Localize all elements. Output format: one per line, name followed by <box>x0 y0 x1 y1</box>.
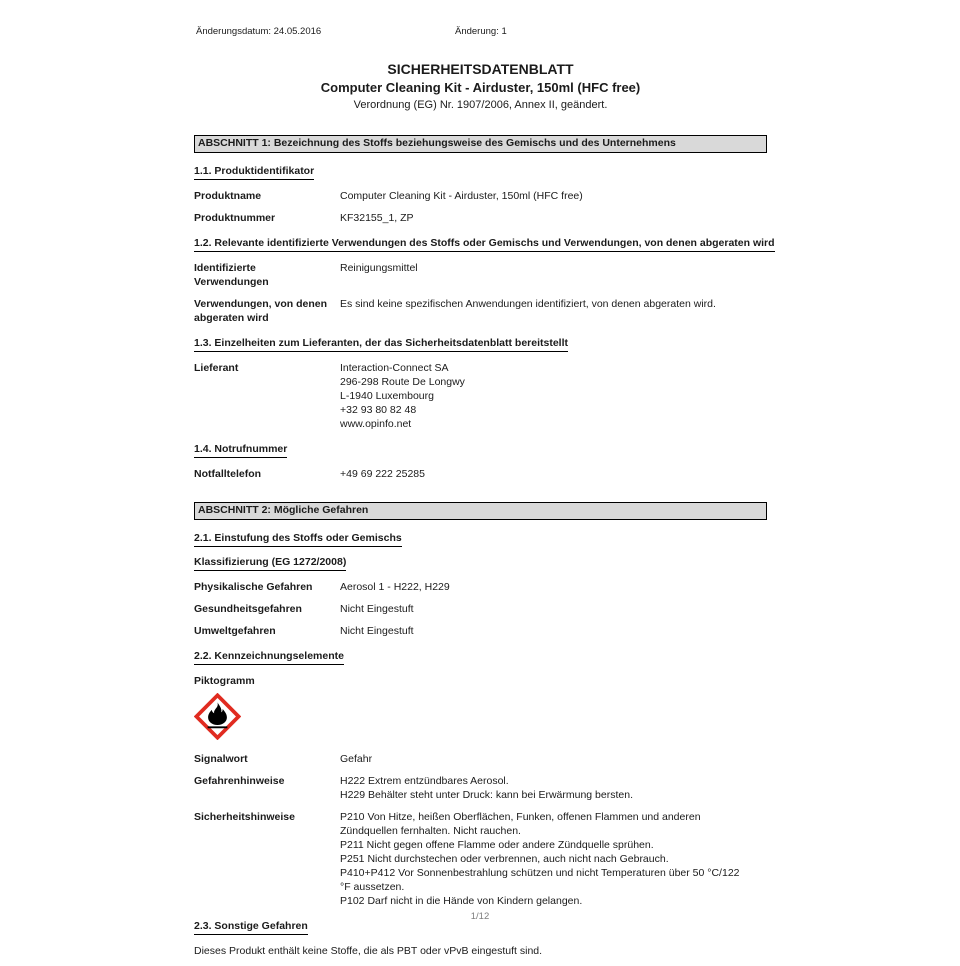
field-value: Aerosol 1 - H222, H229 <box>340 581 450 593</box>
field-value: Computer Cleaning Kit - Airduster, 150ml (HFC free) <box>340 190 583 202</box>
field-label: Identifizierte Verwendungen <box>194 262 269 288</box>
hazard-statement: H222 Extrem entzündbares Aerosol. <box>340 775 509 787</box>
hazard-statement: H229 Behälter steht unter Druck: kann bei Erwärmung bersten. <box>340 789 633 801</box>
field-row-gefahrenhinweise <box>194 774 767 802</box>
classification-heading: Klassifizierung (EG 1272/2008) <box>194 556 767 571</box>
field-row-identifizierte-verwendungen <box>194 261 767 289</box>
field-row-lieferant <box>194 361 767 431</box>
field-label: Sicherheitshinweise <box>194 811 295 823</box>
heading-1-4: 1.4. Notrufnummer <box>194 443 767 458</box>
field-label: Verwendungen, von denen abgeraten wird <box>194 298 328 324</box>
field-label: Produktname <box>194 190 262 202</box>
field-label: Umweltgefahren <box>194 625 276 637</box>
precaution-statements <box>340 810 745 908</box>
supplier-street: 296-298 Route De Longwy <box>340 376 465 388</box>
field-value: Nicht Eingestuft <box>340 625 414 637</box>
field-label: Lieferant <box>194 362 239 374</box>
field-value: +49 69 222 25285 <box>340 468 425 480</box>
field-label: Produktnummer <box>194 212 276 224</box>
field-row-gesundheitsgefahren <box>194 602 767 616</box>
field-value: Reinigungsmittel <box>340 262 418 274</box>
field-row-abgeratene-verwendungen <box>194 297 767 325</box>
supplier-address-block <box>340 361 745 431</box>
pictogram-label: Piktogramm <box>194 675 255 687</box>
field-label: Physikalische Gefahren <box>194 581 313 593</box>
product-title: Computer Cleaning Kit - Airduster, 150ml (HFC free) <box>320 80 641 95</box>
field-label: Gesundheitsgefahren <box>194 603 302 615</box>
supplier-city: L-1940 Luxembourg <box>340 390 434 402</box>
precaution-statement: P210 Von Hitze, heißen Oberflächen, Funken, offenen Flammen und anderen Zündquellen fernhalten. Nicht rauchen. <box>340 811 701 837</box>
heading-2-2: 2.2. Kennzeichnungselemente <box>194 650 767 665</box>
section2-header-bar: ABSCHNITT 2: Mögliche Gefahren <box>194 502 767 520</box>
supplier-website: www.opinfo.net <box>340 418 412 430</box>
heading-1-1: 1.1. Produktidentifikator <box>194 165 767 180</box>
heading-2-3: 2.3. Sonstige Gefahren <box>194 920 767 935</box>
field-row-signalwort <box>194 752 767 766</box>
revision-number: Änderung: 1 <box>455 26 507 37</box>
supplier-name: Interaction-Connect SA <box>340 362 449 374</box>
field-row-umweltgefahren <box>194 624 767 638</box>
precaution-statement: P102 Darf nicht in die Hände von Kindern gelangen. <box>340 895 583 907</box>
field-value: KF32155_1, ZP <box>340 212 414 224</box>
field-row-physikalische-gefahren <box>194 580 767 594</box>
title-block <box>194 60 767 114</box>
field-label: Signalwort <box>194 753 248 765</box>
regulation-line: Verordnung (EG) Nr. 1907/2006, Annex II, geändert. <box>353 99 608 111</box>
field-row-produktname <box>194 189 767 203</box>
field-value: Es sind keine spezifischen Anwendungen identifiziert, von denen abgeraten wird. <box>340 298 716 310</box>
page-number: 1/12 <box>470 911 490 922</box>
field-row-produktnummer <box>194 211 767 225</box>
change-date: Änderungsdatum: 24.05.2016 <box>196 26 322 37</box>
heading-1-2: 1.2. Relevante identifizierte Verwendungen des Stoffs oder Gemischs und Verwendungen, von denen abgeraten wird <box>194 237 767 252</box>
document-title: SICHERHEITSDATENBLATT <box>387 61 574 77</box>
heading-2-1: 2.1. Einstufung des Stoffs oder Gemischs <box>194 532 767 547</box>
field-row-sicherheitshinweise <box>194 810 767 908</box>
precaution-statement: P251 Nicht durchstechen oder verbrennen, auch nicht nach Gebrauch. <box>340 853 669 865</box>
precaution-statement: P410+P412 Vor Sonnenbestrahlung schützen und nicht Temperaturen über 50 °C/122 °F aussetzen. <box>340 867 740 893</box>
field-value: Nicht Eingestuft <box>340 603 414 615</box>
field-row-notfalltelefon <box>194 467 767 481</box>
precaution-statement: P211 Nicht gegen offene Flamme oder andere Zündquelle sprühen. <box>340 839 654 851</box>
field-label: Gefahrenhinweise <box>194 775 285 787</box>
document-meta-header <box>194 26 767 38</box>
section1-header-bar: ABSCHNITT 1: Bezeichnung des Stoffs beziehungsweise des Gemischs und des Unternehmens <box>194 135 767 153</box>
field-value: Gefahr <box>340 753 373 765</box>
ghs02-flame-icon <box>194 693 767 740</box>
supplier-phone: +32 93 80 82 48 <box>340 404 417 416</box>
hazard-statements <box>340 774 745 802</box>
field-label: Notfalltelefon <box>194 468 262 480</box>
sds-document-page <box>194 0 775 966</box>
other-hazards-text: Dieses Produkt enthält keine Stoffe, die als PBT oder vPvB eingestuft sind. <box>194 945 543 957</box>
heading-1-3: 1.3. Einzelheiten zum Lieferanten, der das Sicherheitsdatenblatt bereitstellt <box>194 337 767 352</box>
